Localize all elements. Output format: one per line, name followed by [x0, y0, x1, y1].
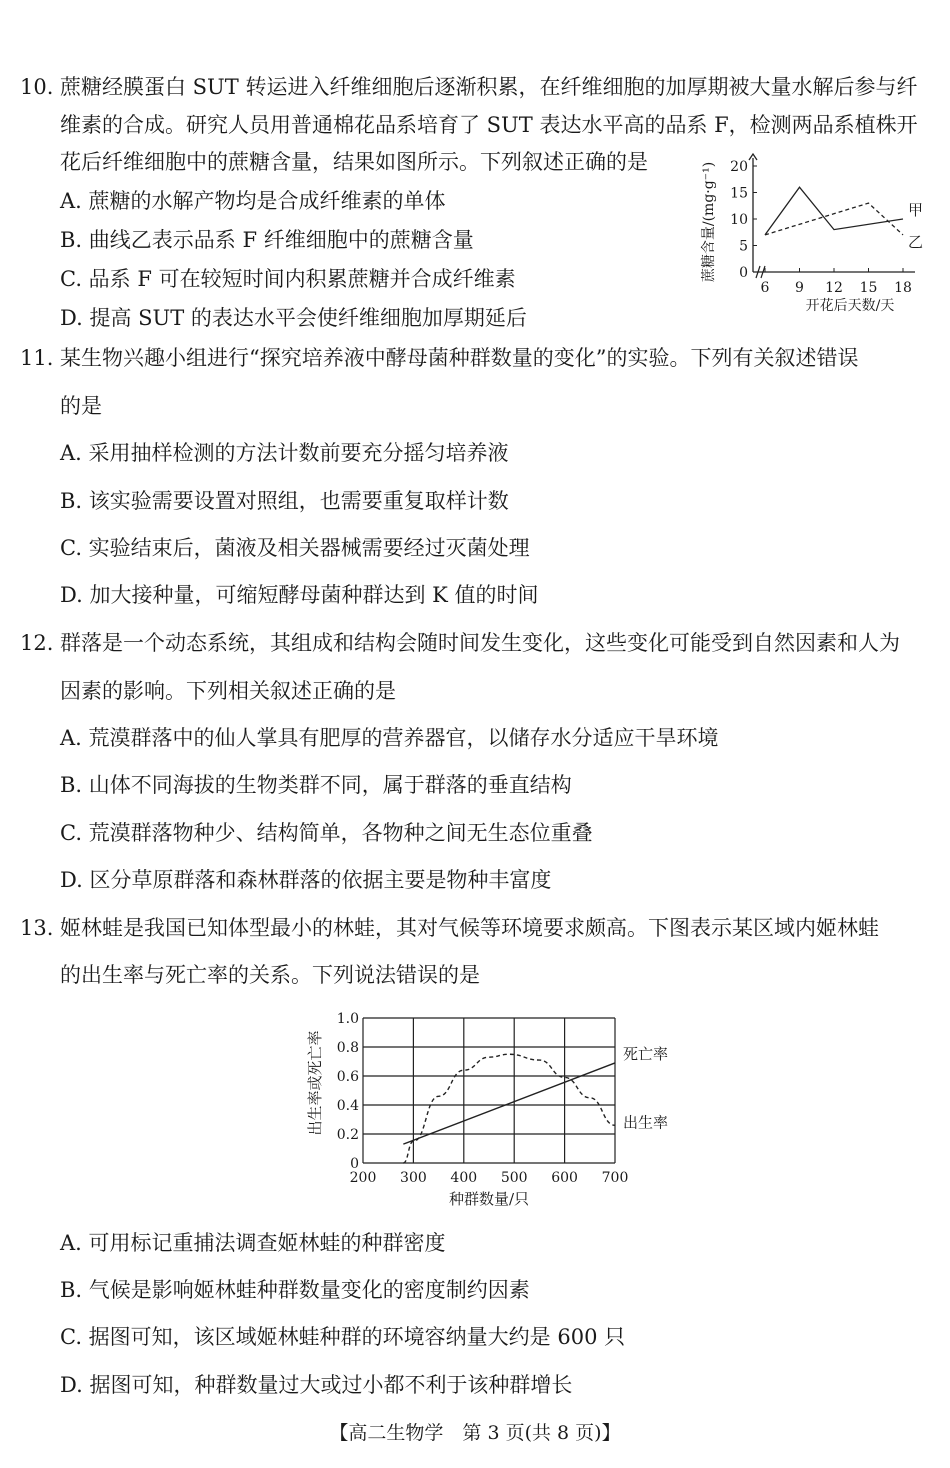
chart2-x-tick-label: 600 [551, 1170, 578, 1186]
q12-option-d: D. 区分草原群落和森林群落的依据主要是物种丰富度 [60, 868, 552, 892]
chart1-y-tick-label: 10 [730, 212, 748, 228]
chart2-x-tick-label: 200 [349, 1170, 377, 1186]
chart2-x-tick-label: 500 [500, 1170, 528, 1186]
q10-option-a: A. 蔗糖的水解产物均是合成纤维素的单体 [60, 189, 446, 213]
q13-option-c: C. 据图可知，该区域姬林蛙种群的环境容纳量大约是 600 只 [60, 1325, 626, 1349]
chart2-series [403, 1045, 668, 1163]
q10-stem-line: 维素的合成。研究人员用普通棉花品系培育了 SUT 表达水平高的品系 F，检测两品系植株开 [60, 113, 918, 137]
q12-stem-line: 因素的影响。下列相关叙述正确的是 [60, 679, 396, 703]
q12-option-c: C. 荒漠群落物种少、结构简单，各物种之间无生态位重叠 [60, 821, 593, 845]
chart1-x-tick-label: 15 [859, 280, 878, 296]
chart2-y-tick-label: 0.4 [336, 1098, 359, 1114]
q10-stem-line: 花后纤维细胞中的蔗糖含量，结果如图所示。下列叙述正确的是 [60, 150, 648, 174]
q12-option-b: B. 山体不同海拔的生物类群不同，属于群落的垂直结构 [60, 773, 572, 797]
q10-number: 10. [20, 75, 54, 99]
q11-option-a: A. 采用抽样检测的方法计数前要充分摇匀培养液 [60, 441, 509, 465]
chart1-y-tick-label: 0 [739, 265, 748, 281]
chart1-axes [749, 154, 915, 278]
q11-stem-line: 某生物兴趣小组进行“探究培养液中酵母菌种群数量的变化”的实验。下列有关叙述错误 [60, 346, 859, 370]
chart2-y-tick-label: 0.8 [336, 1040, 359, 1056]
chart2-x-tick-label: 300 [400, 1170, 427, 1186]
chart2-y-tick-label: 1.0 [336, 1011, 359, 1027]
q12-option-a: A. 荒漠群落中的仙人掌具有肥厚的营养器官，以储存水分适应干旱环境 [60, 726, 719, 750]
q13-option-d: D. 据图可知，种群数量过大或过小都不利于该种群增长 [60, 1373, 573, 1397]
chart1-series [765, 187, 923, 251]
chart1-x-tick-label: 12 [825, 280, 843, 296]
q12-number: 12. [20, 631, 54, 655]
q13-option-b: B. 气候是影响姬林蛙种群数量变化的密度制约因素 [60, 1278, 530, 1302]
birth-death-chart [300, 1005, 700, 1215]
q13-stem-line: 姬林蛙是我国已知体型最小的林蛙，其对气候等环境要求颇高。下图表示某区域内姬林蛙 [60, 916, 879, 940]
q11-stem-line: 的是 [60, 394, 102, 418]
chart2-x-tick-label: 400 [450, 1170, 478, 1186]
page-footer: 【高二生物学 第 3 页(共 8 页)】 [329, 1422, 621, 1444]
chart1-xlabel: 开花后天数/天 [805, 298, 895, 314]
q12-stem-line: 群落是一个动态系统，其组成和结构会随时间发生变化，这些变化可能受到自然因素和人为 [60, 631, 900, 655]
chart2-ylabel: 出生率或死亡率 [306, 1030, 324, 1136]
q13-option-a: A. 可用标记重捕法调查姬林蛙的种群密度 [60, 1231, 446, 1255]
chart1-x-tick-label: 18 [894, 280, 912, 296]
chart2-series-label: 死亡率 [623, 1044, 669, 1063]
chart1-series-line [765, 187, 903, 235]
chart2-xlabel: 种群数量/只 [448, 1190, 530, 1208]
chart1-x-tick-label: 6 [760, 280, 770, 296]
q13-stem-line: 的出生率与死亡率的关系。下列说法错误的是 [60, 963, 480, 987]
chart1-ylabel: 蔗糖含量/(mg·g⁻¹) [701, 161, 717, 283]
q11-option-d: D. 加大接种量，可缩短酵母菌种群达到 K 值的时间 [60, 583, 539, 607]
chart1-y-tick-label: 5 [739, 238, 748, 255]
q11-option-b: B. 该实验需要设置对照组，也需要重复取样计数 [60, 489, 509, 513]
chart2-x-ticks [350, 1170, 629, 1186]
chart1-series-label: 甲 [908, 201, 924, 219]
chart1-x-tick-label: 9 [795, 280, 804, 296]
sucrose-chart [695, 148, 935, 320]
chart2-grid [363, 1018, 615, 1163]
q10-option-b: B. 曲线乙表示品系 F 纤维细胞中的蔗糖含量 [60, 228, 474, 252]
chart2-y-tick-label: 0.6 [336, 1069, 359, 1085]
q11-option-c: C. 实验结束后，菌液及相关器械需要经过灭菌处理 [60, 536, 530, 560]
chart2-series-label: 出生率 [623, 1113, 669, 1132]
chart2-y-tick-label: 0.2 [336, 1127, 359, 1143]
chart1-series-label: 乙 [908, 232, 924, 251]
q13-number: 13. [20, 916, 54, 940]
chart2-y-tick-label: 0 [350, 1156, 359, 1172]
q10-option-d: D. 提高 SUT 的表达水平会使纤维细胞加厚期延后 [60, 306, 527, 330]
chart2-y-ticks [337, 1011, 359, 1172]
chart2-x-tick-label: 700 [601, 1170, 629, 1186]
q11-number: 11. [20, 346, 54, 370]
chart1-y-tick-label: 20 [730, 159, 748, 175]
q10-stem-line: 蔗糖经膜蛋白 SUT 转运进入纤维细胞后逐渐积累，在纤维细胞的加厚期被大量水解后参与纤 [60, 75, 918, 99]
chart1-y-tick-label: 15 [730, 185, 748, 202]
chart2-series-line [403, 1054, 615, 1163]
chart2-series-line [403, 1063, 615, 1144]
q10-option-c: C. 品系 F 可在较短时间内积累蔗糖并合成纤维素 [60, 267, 516, 291]
